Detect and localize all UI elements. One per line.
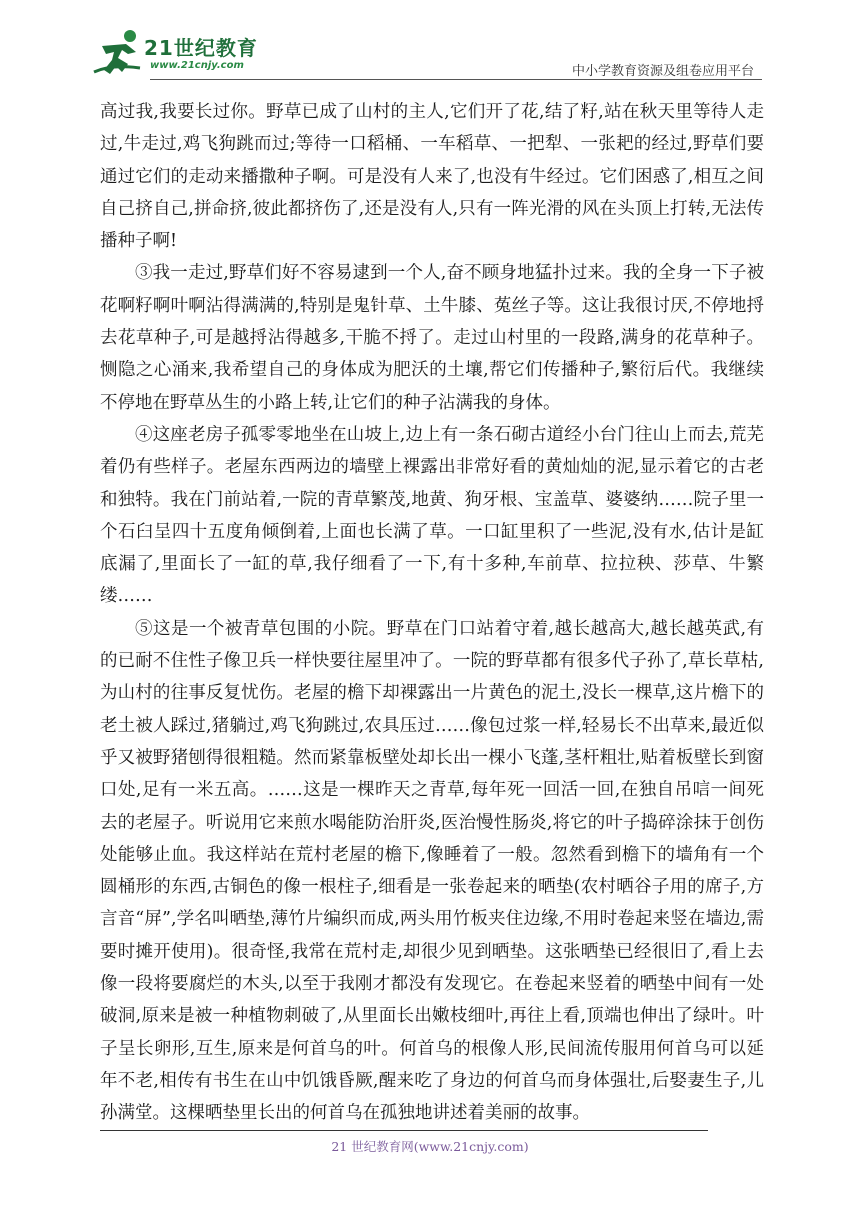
runner-logo-icon: [92, 28, 148, 78]
footer-divider: [100, 1130, 708, 1131]
logo-url: www.21cnjy.com: [150, 60, 244, 71]
paragraph-5: ⑤这是一个被青草包围的小院。野草在门口站着守着,越长越高大,越长越英武,有的已耐不住性子像卫兵一样快要往屋里冲了。一院的野草都有很多代子孙了,草长草枯,为山村的往事反复忧伤。老屋的檐下却裸露出一片黄色的泥土,没长一棵草,这片檐下的老土被人踩过,猪躺过,鸡飞狗跳过,农具压过……像包过浆一样,轻易长不出草来,最近似乎又被野猪刨得很粗糙。然而紧靠板壁处却长出一棵小飞蓬,茎杆粗壮,贴着板壁长到窗口处,足有一米五高。……这是一棵昨天之青草,每年死一回活一回,在独自吊唁一间死去的老屋子。听说用它来煎水喝能防治肝炎,医治慢性肠炎,将它的叶子捣碎涂抹于创伤处能够止血。我这样站在荒村老屋的檐下,像睡着了一般。忽然看到檐下的墙角有一个圆桶形的东西,古铜色的像一根柱子,细看是一张卷起来的晒垫(农村晒谷子用的席子,方言音“屏”,学名叫晒垫,薄竹片编织而成,两头用竹板夹住边缘,不用时卷起来竖在墙边,需要时摊开使用)。很奇怪,我常在荒村走,却很少见到晒垫。这张晒垫已经很旧了,看上去像一段将要腐烂的木头,以至于我刚才都没有发现它。在卷起来竖着的晒垫中间有一处破洞,原来是被一种植物刺破了,从里面长出嫩枝细叶,再往上看,顶端也伸出了绿叶。叶子呈长卵形,互生,原来是何首乌的叶。何首乌的根像人形,民间流传服用何首乌可以延年不老,相传有书生在山中饥饿昏厥,醒来吃了身边的何首乌而身体强壮,后娶妻生子,儿孙满堂。这棵晒垫里长出的何首乌在孤独地讲述着美丽的故事。: [100, 618, 764, 1124]
platform-title: 中小学教育资源及组卷应用平台: [571, 64, 754, 79]
page-footer[interactable]: 21 世纪教育网(www.21cnjy.com): [331, 1139, 529, 1154]
paragraph-3: ③我一走过,野草们好不容易逮到一个人,奋不顾身地猛扑过来。我的全身一下子被花啊籽啊叶啊沾得满满的,特别是鬼针草、土牛膝、菟丝子等。这让我很讨厌,不停地捋去花草种子,可是越捋沾得越多,干脆不捋了。走过山村里的一段路,满身的花草种子。恻隐之心涌来,我希望自己的身体成为肥沃的土壤,帮它们传播种子,繁衍后代。我继续不停地在野草丛生的小路上转,让它们的种子沾满我的身体。: [100, 263, 764, 413]
page-header: [0, 0, 860, 90]
article-body: [100, 96, 764, 1130]
paragraph-4: ④这座老房子孤零零地坐在山坡上,边上有一条石砌古道经小台门往山上而去,荒芜着仍有些样子。老屋东西两边的墙壁上裸露出非常好看的黄灿灿的泥,显示着它的古老和独特。我在门前站着,一院的青草繁茂,地黄、狗牙根、宝盖草、婆婆纳……院子里一个石臼呈四十五度角倾倒着,上面也长满了草。一口缸里积了一些泥,没有水,估计是缸底漏了,里面长了一缸的草,我仔细看了一下,有十多种,车前草、拉拉秧、莎草、牛繁缕……: [100, 424, 764, 607]
logo-text: 21世纪教育: [144, 36, 258, 60]
paragraph-continuation: 高过我,我要长过你。野草已成了山村的主人,它们开了花,结了籽,站在秋天里等待人走过,牛走过,鸡飞狗跳而过;等待一口稻桶、一车稻草、一把犁、一张耙的经过,野草们要通过它们的走动来播撒种子啊。可是没有人来了,也没有牛经过。它们困惑了,相互之间自己挤自己,拼命挤,彼此都挤伤了,还是没有人,只有一阵光滑的风在头顶上打转,无法传播种子啊!: [100, 102, 764, 252]
site-logo[interactable]: [92, 28, 262, 80]
header-divider: [150, 79, 762, 80]
